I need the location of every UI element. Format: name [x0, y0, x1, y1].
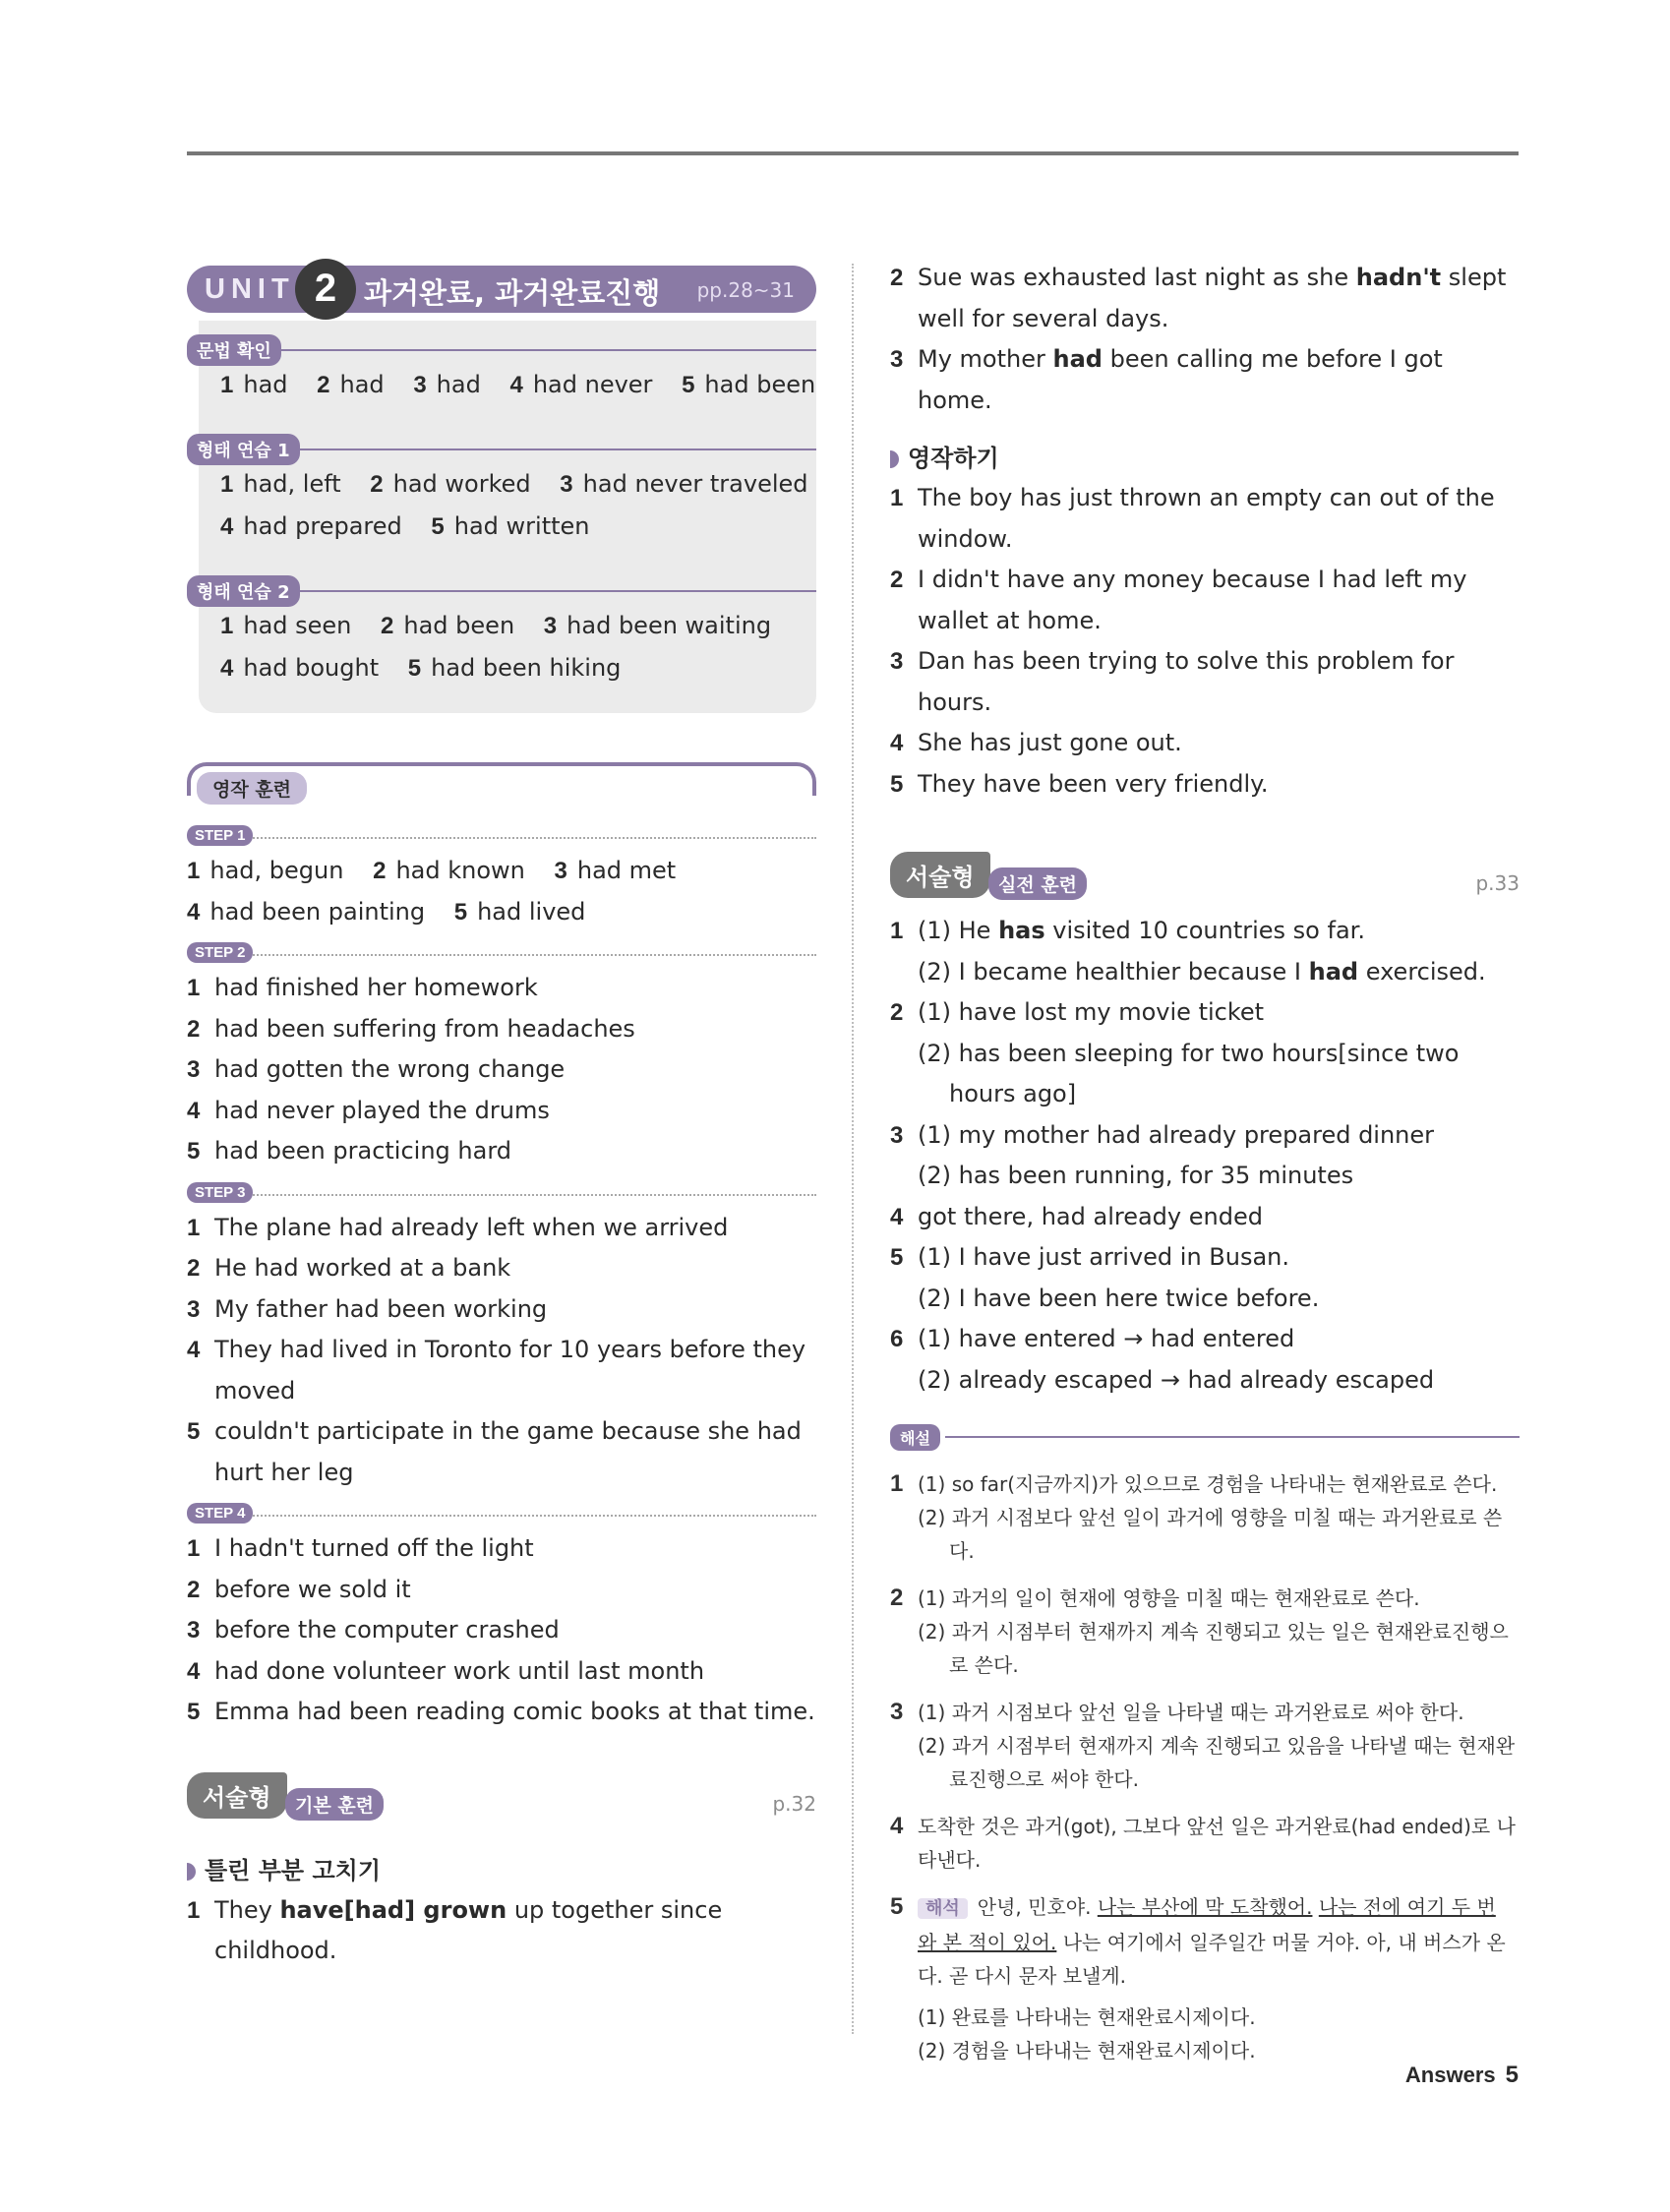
essay-practice-header	[890, 852, 1520, 911]
list-item: 4 She has just gone out.	[890, 729, 1182, 756]
unit-number: 2	[295, 259, 356, 320]
form-practice-1-row: 4 had prepared 5 had written	[220, 512, 590, 540]
form-practice-2-header	[187, 575, 816, 605]
unit-title: 과거완료, 과거완료진행	[364, 276, 661, 310]
list-item: 2 He had worked at a bank	[187, 1254, 511, 1282]
answer-box	[199, 321, 816, 713]
list-item: 3 My mother had been calling me before I got home.	[890, 345, 1443, 414]
step-1-answers: 1 had, begun 2 had known 3 had met 4 had been painting 5 had lived	[187, 857, 677, 926]
list-item: 3 before the computer crashed	[187, 1616, 560, 1644]
step-4-header: STEP 4	[187, 1501, 816, 1528]
writing-heading: 영작하기	[890, 439, 1520, 478]
list-item: 2 before we sold it	[187, 1575, 411, 1603]
explanation-item: 1 (1) so far(지금까지)가 있으므로 경험을 나타내는 현재완료로 쓴다. (2) 과거 시점보다 앞선 일이 과거에 영향을 미칠 때는 과거완료로 쓴다.	[890, 1470, 1503, 1563]
list-item: 3 had gotten the wrong change	[187, 1055, 566, 1083]
form-practice-1-tag: 형태 연습 1	[187, 434, 300, 465]
form-practice-1-header	[187, 434, 816, 463]
list-item: 4 had never played the drums	[187, 1096, 550, 1124]
list-item: 5 Emma had been reading comic books at that time.	[187, 1698, 815, 1725]
step-1-header: STEP 1	[187, 823, 816, 851]
list-item: 3 (1) my mother had already prepared dinner (2) has been running, for 35 minutes	[890, 1120, 1435, 1189]
explanation-header	[890, 1424, 1520, 1454]
grammar-check-row: 1 had 2 had 3 had 4 had never 5 had been	[220, 371, 816, 398]
essay-basic-title: 서술형	[187, 1772, 287, 1819]
footer-label: Answers	[1404, 2063, 1496, 2087]
grammar-check-header	[187, 334, 816, 364]
top-rule	[187, 151, 1519, 155]
list-item: 1 I hadn't turned off the light	[187, 1534, 534, 1562]
essay-practice-title: 서술형	[890, 852, 990, 898]
form-practice-1-row: 1 had, left 2 had worked 3 had never traveled	[220, 470, 808, 498]
list-item: 6 (1) have entered → had entered (2) already escaped → had already escaped	[890, 1325, 1435, 1394]
unit-header	[187, 266, 816, 313]
essay-basic-sub: 기본 훈련	[285, 1788, 384, 1821]
list-item: 2 Sue was exhausted last night as she hadn't slept well for several days.	[890, 264, 1507, 332]
composition-header	[187, 762, 816, 802]
essay-practice-page: p.33	[1475, 871, 1520, 895]
explanation-item: 4 도착한 것은 과거(got), 그보다 앞선 일은 과거완료(had ended)로 나타낸다.	[890, 1813, 1516, 1872]
essay-basic-header	[187, 1772, 816, 1831]
list-item: 3 Dan has been trying to solve this problem for hours.	[890, 647, 1455, 716]
step-3-header: STEP 3	[187, 1180, 816, 1208]
list-item: 1 The boy has just thrown an empty can out of the window.	[890, 484, 1495, 553]
unit-pages: pp.28~31	[696, 278, 795, 302]
explanation-item: 2 (1) 과거의 일이 현재에 영향을 미칠 때는 현재완료로 쓴다. (2) 과거 시점부터 현재까지 계속 진행되고 있는 일은 현재완료진행으로 쓴다.	[890, 1584, 1509, 1677]
list-item: 5 (1) I have just arrived in Busan. (2) I have been here twice before.	[890, 1243, 1320, 1312]
list-item: 2 I didn't have any money because I had left my wallet at home.	[890, 566, 1467, 634]
list-item: 1 had finished her homework	[187, 974, 538, 1001]
explanation-item: 5 해석 안녕, 민호야. 나는 부산에 막 도착했어. 나는 전에 여기 두 번 와 본 적이 있어. 나는 여기에서 일주일간 머물 거야. 아, 내 버스가 온다. 곧 다시 문자 보낼게. (1) 완료를 나타내는 현재완료시제이다. (2) 경험을 나타내는 현재완료시제이다.	[890, 1893, 1506, 2063]
list-item: 1 They have[had] grown up together since childhood.	[187, 1895, 723, 1964]
page-number: 5	[1505, 2062, 1519, 2088]
list-item: 4 got there, had already ended	[890, 1202, 1263, 1230]
explanation-tag: 해설	[890, 1424, 940, 1451]
form-practice-2-row: 4 had bought 5 had been hiking	[220, 654, 622, 682]
list-item: 5 had been practicing hard	[187, 1137, 512, 1165]
translation-label: 해석	[918, 1898, 968, 1919]
fix-errors-heading: 틀린 부분 고치기	[187, 1851, 816, 1890]
list-item: 2 (1) have lost my movie ticket (2) has been sleeping for two hours[since two hours ago]	[890, 998, 1460, 1107]
column-divider	[852, 264, 854, 2034]
left-column	[187, 258, 816, 1972]
grammar-check-tag: 문법 확인	[187, 334, 281, 366]
composition-title: 영작 훈련	[197, 772, 307, 805]
form-practice-2-row: 1 had seen 2 had been 3 had been waiting	[220, 612, 772, 639]
explanation-item: 3 (1) 과거 시점보다 앞선 일을 나타낼 때는 과거완료로 써야 한다. (2) 과거 시점부터 현재까지 계속 진행되고 있음을 나타낼 때는 현재완료진행으로 써야 한다.	[890, 1699, 1516, 1791]
list-item: 3 My father had been working	[187, 1294, 548, 1323]
list-item: 2 had been suffering from headaches	[187, 1014, 635, 1043]
list-item: 5 couldn't participate in the game because she had hurt her leg	[187, 1417, 802, 1486]
unit-label: UNIT	[205, 273, 295, 305]
right-column	[890, 258, 1520, 2067]
page-footer	[1405, 2062, 1519, 2089]
form-practice-2-tag: 형태 연습 2	[187, 575, 300, 607]
list-item: 4 They had lived in Toronto for 10 years before they moved	[187, 1336, 806, 1405]
list-item: 4 had done volunteer work until last month	[187, 1656, 705, 1685]
essay-basic-page: p.32	[772, 1791, 816, 1816]
step-2-header: STEP 2	[187, 940, 816, 968]
list-item: 1 (1) He has visited 10 countries so far. (2) I became healthier because I had exercised.	[890, 917, 1486, 986]
list-item: 5 They have been very friendly.	[890, 769, 1269, 798]
list-item: 1 The plane had already left when we arrived	[187, 1213, 729, 1241]
essay-practice-sub: 실전 훈련	[988, 867, 1087, 900]
